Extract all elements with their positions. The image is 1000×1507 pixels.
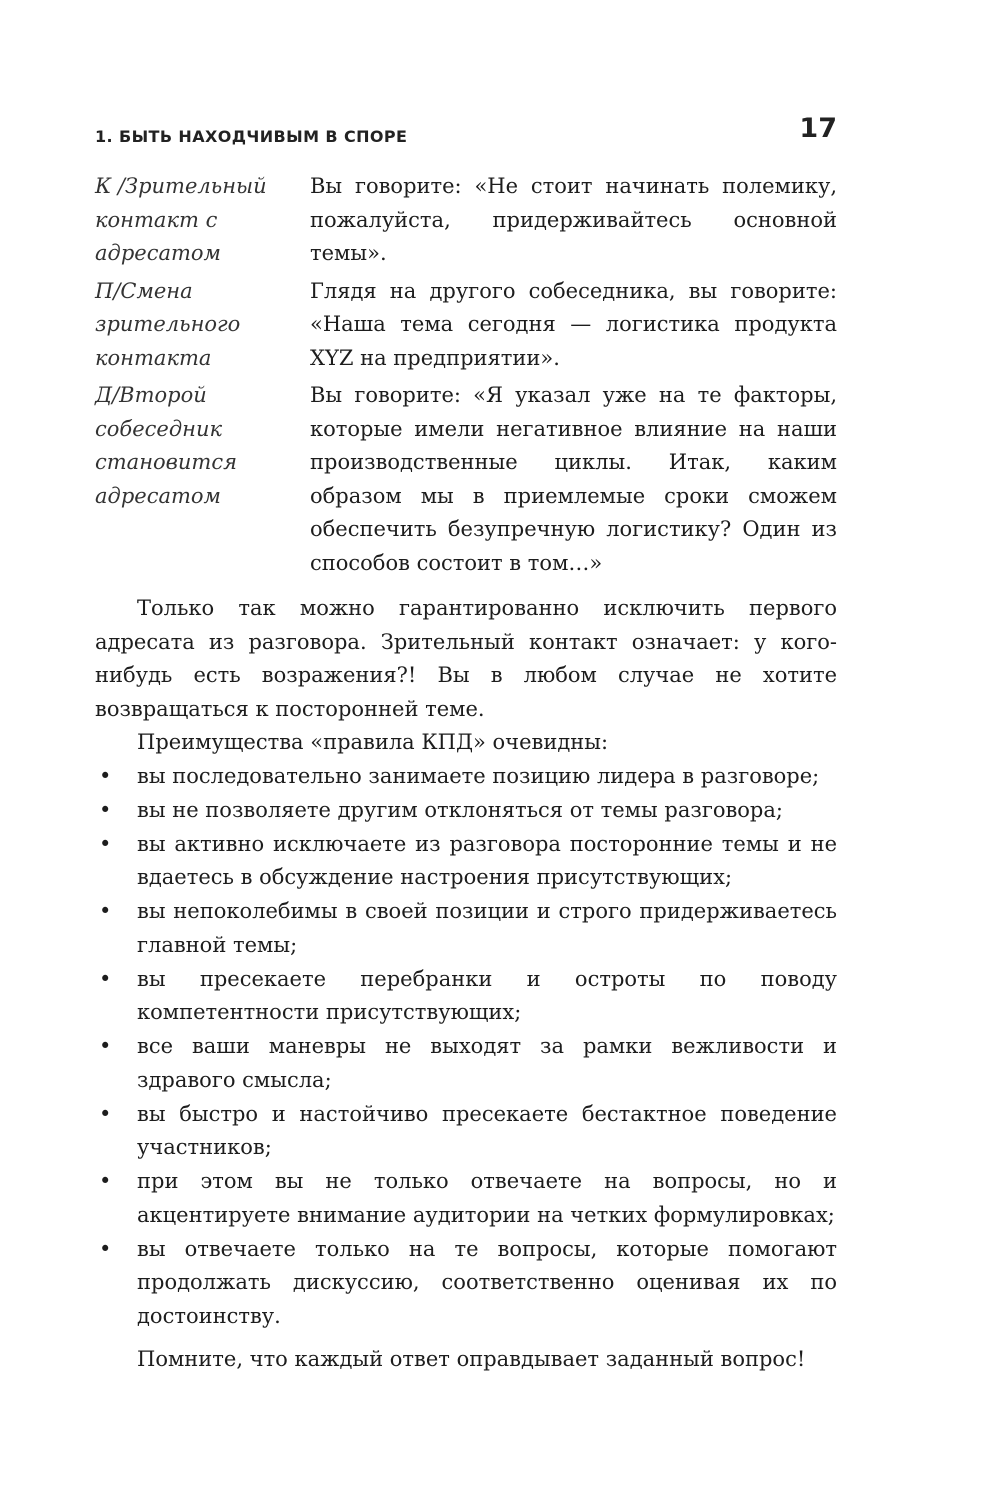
bullet-icon: • [99,966,112,991]
row-label: П/Смена зрительного контакта [95,278,241,370]
list-item [95,963,837,1030]
list-item-text: вы последовательно занимаете позицию лидера в разговоре; [137,763,820,788]
closing-sentence: Помните, что каждый ответ оправдывает заданный вопрос! [137,1347,806,1371]
table-row [95,170,837,271]
list-item-text: вы непоколебимы в своей позиции и строго придерживаетесь главной темы; [137,899,837,957]
row-text: Глядя на другого собеседника, вы говорите: «Наша тема сегодня — логистика продукта XYZ на предприятии». [310,278,837,370]
list-item [95,1030,837,1097]
list-item [95,1165,837,1232]
table-row [95,275,837,376]
bullet-icon: • [99,797,112,822]
row-text: Вы говорите: «Не стоит начинать полемику, пожалуйста, придерживайтесь основной темы». [310,174,837,265]
row-text: Вы говорите: «Я указал уже на те факторы, которые имели негативное влияние на наши производственные циклы. Итак, каким образом мы в приемлемые сроки сможем обеспечить безупречную логистику? Один из способов состоит в том…» [310,383,837,575]
kpd-table [95,170,837,584]
advantages-list [95,760,837,1334]
row-label: Д/Второй собеседник становится адресатом [95,383,237,508]
list-item [95,794,837,828]
bullet-icon: • [99,899,112,923]
table-row [95,379,837,580]
list-item-text: все ваши маневры не выходят за рамки вежливости и здравого смысла; [137,1034,837,1092]
row-label: К /Зрительный контакт с адресатом [95,174,267,265]
list-item [95,1098,837,1165]
list-item [95,895,837,962]
bullet-icon: • [99,1101,112,1126]
chapter-title: 1. БЫТЬ НАХОДЧИВЫМ В СПОРЕ [95,127,408,146]
bullet-icon: • [99,1169,112,1193]
bullet-icon: • [99,831,112,856]
page-number: 17 [799,113,837,144]
list-intro: Преимущества «правила КПД» очевидны: [137,730,609,754]
bullet-icon: • [99,1034,112,1058]
list-item-text: при этом вы не только отвечаете на вопросы, но и акцентируете внимание аудитории на четких формулировках; [137,1169,837,1227]
list-item-text: вы пресекаете перебранки и остроты по поводу компетентности присутствующих; [137,966,837,1024]
list-item [95,828,837,895]
list-item [95,760,837,794]
list-item-text: вы быстро и настойчиво пресекаете бестактное поведение участников; [137,1101,837,1159]
body-text [95,592,837,1377]
list-item-text: вы не позволяете другим отклоняться от темы разговора; [137,797,783,822]
bullet-icon: • [99,1236,112,1261]
paragraph: Только так можно гарантированно исключить первого адресата из разговора. Зрительный контакт означает: у кого-нибудь есть возражения?! Вы в любом случае не хотите возвращаться к посторонней теме. [95,596,837,721]
running-header [95,113,837,153]
list-item-text: вы отвечаете только на те вопросы, которые помогают продолжать дискуссию, соответственно оценивая их по достоинству. [137,1236,837,1328]
bullet-icon: • [99,763,112,788]
list-item [95,1233,837,1334]
list-item-text: вы активно исключаете из разговора посторонние темы и не вдаетесь в обсуждение настроения присутствующих; [137,831,837,889]
